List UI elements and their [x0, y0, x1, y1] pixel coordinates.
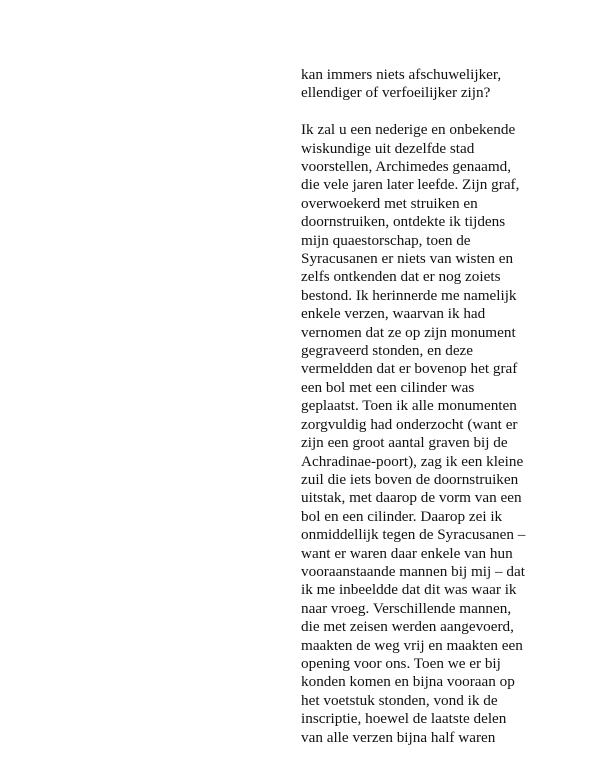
text-line: ellendiger of verfoeilijker zijn? [301, 84, 491, 102]
text-line: doornstruiken, ontdekte ik tijdens [301, 213, 506, 231]
text-line: Ik zal u een nederige en onbekende [301, 121, 516, 139]
text-line: vernomen dat ze op zijn monument [301, 323, 516, 341]
text-line: zelfs ontkenden dat er nog zoiets [301, 268, 501, 286]
text-line: die vele jaren later leefde. Zijn graf, [301, 176, 520, 194]
text-line: bol en een cilinder. Daarop zei ik [301, 507, 503, 525]
text-line: geplaatst. Toen ik alle monumenten [301, 397, 517, 415]
text-line: kan immers niets afschuwelijker, [301, 66, 502, 83]
text-line: Achradinae-poort), zag ik een kleine [301, 452, 524, 470]
text-line: opening voor ons. Toen we er bij [301, 654, 501, 672]
text-line: voorstellen, Archimedes genaamd, [301, 158, 512, 176]
text-line: Syracusanen er niets van wisten en [301, 250, 514, 268]
text-line: naar vroeg. Verschillende mannen, [301, 599, 512, 617]
text-line: maakten de weg vrij en maakten een [301, 636, 523, 654]
body-text-column [301, 66, 531, 747]
text-line: overwoekerd met struiken en [301, 194, 478, 212]
text-line: konden komen en bijna vooraan op [301, 673, 515, 691]
text-line: mijn quaestorschap, toen de [301, 231, 471, 249]
text-line: van alle verzen bijna half waren [301, 728, 496, 746]
paragraph-2 [301, 121, 531, 747]
text-line: want er waren daar enkele van hun [301, 544, 513, 562]
text-line: zijn een groot aantal graven bij de [301, 434, 508, 452]
text-line: een bol met een cilinder was [301, 378, 475, 396]
text-line: bestond. Ik herinnerde me namelijk [301, 286, 517, 304]
text-line: gegraveerd stonden, en deze [301, 342, 474, 360]
text-line: uitstak, met daarop de vorm van een [301, 489, 522, 507]
text-line: vermeldden dat er bovenop het graf [301, 360, 518, 378]
text-line: ik me inbeeldde dat dit was waar ik [301, 581, 517, 599]
text-line: onmiddellijk tegen de Syracusanen – [301, 526, 526, 544]
text-line: inscriptie, hoewel de laatste delen [301, 710, 507, 728]
text-line: enkele verzen, waarvan ik had [301, 305, 486, 323]
text-line: wiskundige uit dezelfde stad [301, 139, 475, 157]
text-line: zorgvuldig had onderzocht (want er [301, 415, 518, 433]
paragraph-1 [301, 66, 531, 103]
text-line: zuil die iets boven de doornstruiken [301, 470, 519, 488]
text-line: vooraanstaande mannen bij mij – dat [301, 562, 525, 580]
text-line: het voetstuk stonden, vond ik de [301, 691, 498, 709]
text-line: die met zeisen werden aangevoerd, [301, 618, 514, 636]
